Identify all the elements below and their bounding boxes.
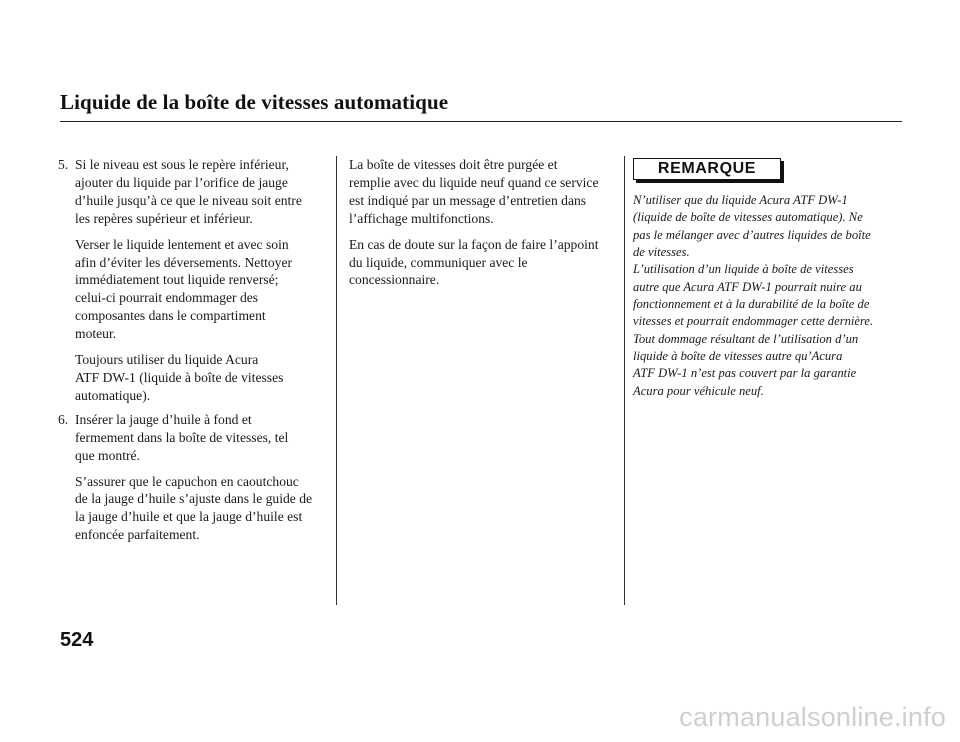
text-line: immédiatement tout liquide renversé;: [75, 272, 279, 288]
title-rule: [60, 121, 902, 122]
notice-line: ATF DW-1 n’est pas couvert par la garantie: [633, 366, 857, 381]
step-5: [58, 156, 326, 228]
notice-line: fonctionnement et à la durabilité de la boîte de: [633, 297, 870, 312]
notice-line: pas le mélanger avec d’autres liquides de boîte: [633, 227, 871, 242]
text-line: est indiqué par un message d’entretien dans: [349, 192, 587, 208]
text-line: S’assurer que le capuchon en caoutchouc: [75, 473, 299, 489]
column-divider-right: [624, 156, 625, 605]
notice-line: liquide à boîte de vitesses autre qu’Acura: [633, 349, 843, 364]
text-line: l’affichage multifonctions.: [349, 210, 494, 226]
watermark: carmanualsonline.info: [679, 702, 946, 732]
notice-line: L’utilisation d’un liquide à boîte de vitesses: [633, 262, 854, 277]
step-5-line-4: les repères supérieur et inférieur.: [75, 210, 253, 226]
step-5-line-2: ajouter du liquide par l’orifice de jauge: [75, 174, 288, 190]
text-line: ATF DW-1 (liquide à boîte de vitesses: [75, 369, 284, 385]
notice-line: N’utiliser que du liquide Acura ATF DW-1: [633, 193, 848, 207]
step-6: [58, 411, 326, 465]
text-line: composantes dans le compartiment: [75, 308, 266, 324]
step-5-paragraph-3: [58, 351, 326, 405]
column-divider-left: [336, 156, 337, 605]
text-line: remplie avec du liquide neuf quand ce service: [349, 174, 599, 190]
notice-line: vitesses et pourrait endommager cette dernière.: [633, 314, 874, 329]
middle-paragraph-2: [349, 236, 617, 290]
step-5-paragraph-2: [58, 236, 326, 343]
text-line: La boîte de vitesses doit être purgée et: [349, 157, 558, 172]
notice-line: Tout dommage résultant de l’utilisation d’un: [633, 331, 859, 346]
text-line: Verser le liquide lentement et avec soin: [75, 236, 289, 252]
notice-badge: REMARQUE: [633, 158, 781, 180]
text-line: la jauge d’huile et que la jauge d’huile est: [75, 509, 303, 525]
step-6-number: 6.: [58, 411, 69, 427]
step-5-number: 5.: [58, 157, 69, 172]
text-line: enfoncée parfaitement.: [75, 527, 200, 543]
step-6-paragraph-2: [58, 473, 326, 545]
notice-line: Acura pour véhicule neuf.: [633, 383, 764, 398]
text-line: afin d’éviter les déversements. Nettoyer: [75, 254, 293, 270]
notice-line: autre que Acura ATF DW-1 pourrait nuire au: [633, 279, 862, 294]
step-5-line-3: d’huile jusqu’à ce que le niveau soit entre: [75, 192, 302, 208]
text-line: moteur.: [75, 326, 117, 342]
text-line: concessionnaire.: [349, 272, 440, 288]
notice-text: [633, 192, 903, 400]
step-6-line-1: Insérer la jauge d’huile à fond et: [75, 411, 252, 427]
step-5-line-1: Si le niveau est sous le repère inférieur,: [75, 157, 289, 172]
notice-line: de vitesses.: [633, 245, 690, 260]
text-line: En cas de doute sur la façon de faire l’appoint: [349, 236, 599, 252]
text-line: de la jauge d’huile s’ajuste dans le guide de: [75, 491, 313, 507]
middle-column: [349, 156, 617, 289]
page-title: Liquide de la boîte de vitesses automatique: [60, 90, 449, 114]
left-column: [58, 156, 326, 544]
text-line: Toujours utiliser du liquide Acura: [75, 352, 259, 368]
text-line: du liquide, communiquer avec le: [349, 254, 528, 270]
page-number: 524: [60, 629, 94, 651]
middle-paragraph-1: [349, 156, 617, 228]
text-line: automatique).: [75, 387, 151, 403]
step-6-line-2: fermement dans la boîte de vitesses, tel: [75, 429, 289, 445]
notice-line: (liquide de boîte de vitesses automatique). Ne: [633, 210, 863, 225]
text-line: celui-ci pourrait endommager des: [75, 290, 259, 306]
step-6-line-3: que montré.: [75, 447, 140, 463]
